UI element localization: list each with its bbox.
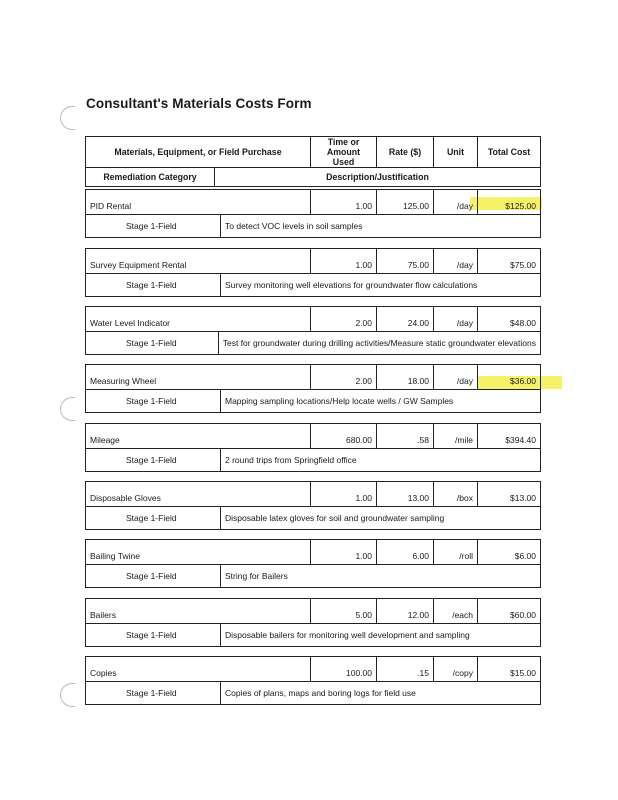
item-rate: 6.00: [377, 540, 434, 565]
item-total: $60.00: [478, 599, 541, 624]
item-rate: 12.00: [377, 599, 434, 624]
item-rate: 75.00: [377, 249, 434, 274]
item-description: Disposable bailers for monitoring well development and sampling: [221, 624, 541, 647]
header-table: [85, 136, 541, 187]
item-description: Mapping sampling locations/Help locate wells / GW Samples: [221, 390, 541, 413]
item-block: [85, 306, 541, 355]
item-category: Stage 1-Field: [86, 332, 219, 355]
item-unit: /copy: [434, 657, 478, 682]
item-unit: /each: [434, 599, 478, 624]
item-total: $125.00: [478, 190, 541, 215]
item-name: Mileage: [86, 424, 311, 449]
item-description: Copies of plans, maps and boring logs for field use: [221, 682, 541, 705]
form-title: Consultant's Materials Costs Form: [86, 96, 312, 111]
item-amount: 1.00: [311, 249, 377, 274]
item-block: [85, 656, 541, 705]
binder-hole: [60, 106, 75, 130]
item-amount: 1.00: [311, 540, 377, 565]
item-description: Disposable latex gloves for soil and groundwater sampling: [221, 507, 541, 530]
item-total: $75.00: [478, 249, 541, 274]
header-time: Time or Amount Used: [311, 137, 377, 168]
item-block: [85, 539, 541, 588]
item-name: Copies: [86, 657, 311, 682]
item-description: Survey monitoring well elevations for groundwater flow calculations: [221, 274, 541, 297]
item-unit: /mile: [434, 424, 478, 449]
item-amount: 1.00: [311, 190, 377, 215]
item-total: $13.00: [478, 482, 541, 507]
item-amount: 2.00: [311, 365, 377, 390]
item-unit: /day: [434, 190, 478, 215]
item-block: [85, 481, 541, 530]
item-unit: /roll: [434, 540, 478, 565]
item-description: 2 round trips from Springfield office: [221, 449, 541, 472]
item-unit: /box: [434, 482, 478, 507]
item-total: $394.40: [478, 424, 541, 449]
item-name: Survey Equipment Rental: [86, 249, 311, 274]
item-unit: /day: [434, 307, 478, 332]
item-amount: 1.00: [311, 482, 377, 507]
header-category: Remediation Category: [86, 168, 215, 187]
item-name: Measuring Wheel: [86, 365, 311, 390]
item-rate: .15: [377, 657, 434, 682]
item-rate: 13.00: [377, 482, 434, 507]
item-unit: /day: [434, 249, 478, 274]
header-rate: Rate ($): [377, 137, 434, 168]
item-amount: 5.00: [311, 599, 377, 624]
item-block: [85, 598, 541, 647]
item-amount: 100.00: [311, 657, 377, 682]
binder-hole: [60, 683, 75, 707]
item-category: Stage 1-Field: [86, 274, 221, 297]
binder-hole: [60, 397, 75, 421]
item-category: Stage 1-Field: [86, 624, 221, 647]
item-rate: 18.00: [377, 365, 434, 390]
item-category: Stage 1-Field: [86, 215, 221, 238]
item-total: $15.00: [478, 657, 541, 682]
item-total: $48.00: [478, 307, 541, 332]
item-unit: /day: [434, 365, 478, 390]
item-amount: 680.00: [311, 424, 377, 449]
item-total: $6.00: [478, 540, 541, 565]
item-rate: 24.00: [377, 307, 434, 332]
item-rate: 125.00: [377, 190, 434, 215]
header-item: Materials, Equipment, or Field Purchase: [86, 137, 311, 168]
item-name: Disposable Gloves: [86, 482, 311, 507]
item-name: Bailers: [86, 599, 311, 624]
item-amount: 2.00: [311, 307, 377, 332]
item-name: Bailing Twine: [86, 540, 311, 565]
item-category: Stage 1-Field: [86, 449, 221, 472]
item-description: Test for groundwater during drilling activities/Measure static groundwater elevations: [218, 332, 540, 355]
item-name: PID Rental: [86, 190, 311, 215]
header-total: Total Cost: [478, 137, 541, 168]
header-description: Description/Justification: [215, 168, 541, 187]
item-description: String for Bailers: [221, 565, 541, 588]
item-category: Stage 1-Field: [86, 682, 221, 705]
item-name: Water Level Indicator: [86, 307, 311, 332]
item-block: [85, 189, 541, 238]
item-category: Stage 1-Field: [86, 390, 221, 413]
item-block: [85, 248, 541, 297]
item-category: Stage 1-Field: [86, 507, 221, 530]
item-block: [85, 423, 541, 472]
item-block: [85, 364, 541, 413]
header-unit: Unit: [434, 137, 478, 168]
item-category: Stage 1-Field: [86, 565, 221, 588]
item-rate: .58: [377, 424, 434, 449]
item-total: $36.00: [478, 365, 541, 390]
item-description: To detect VOC levels in soil samples: [221, 215, 541, 238]
